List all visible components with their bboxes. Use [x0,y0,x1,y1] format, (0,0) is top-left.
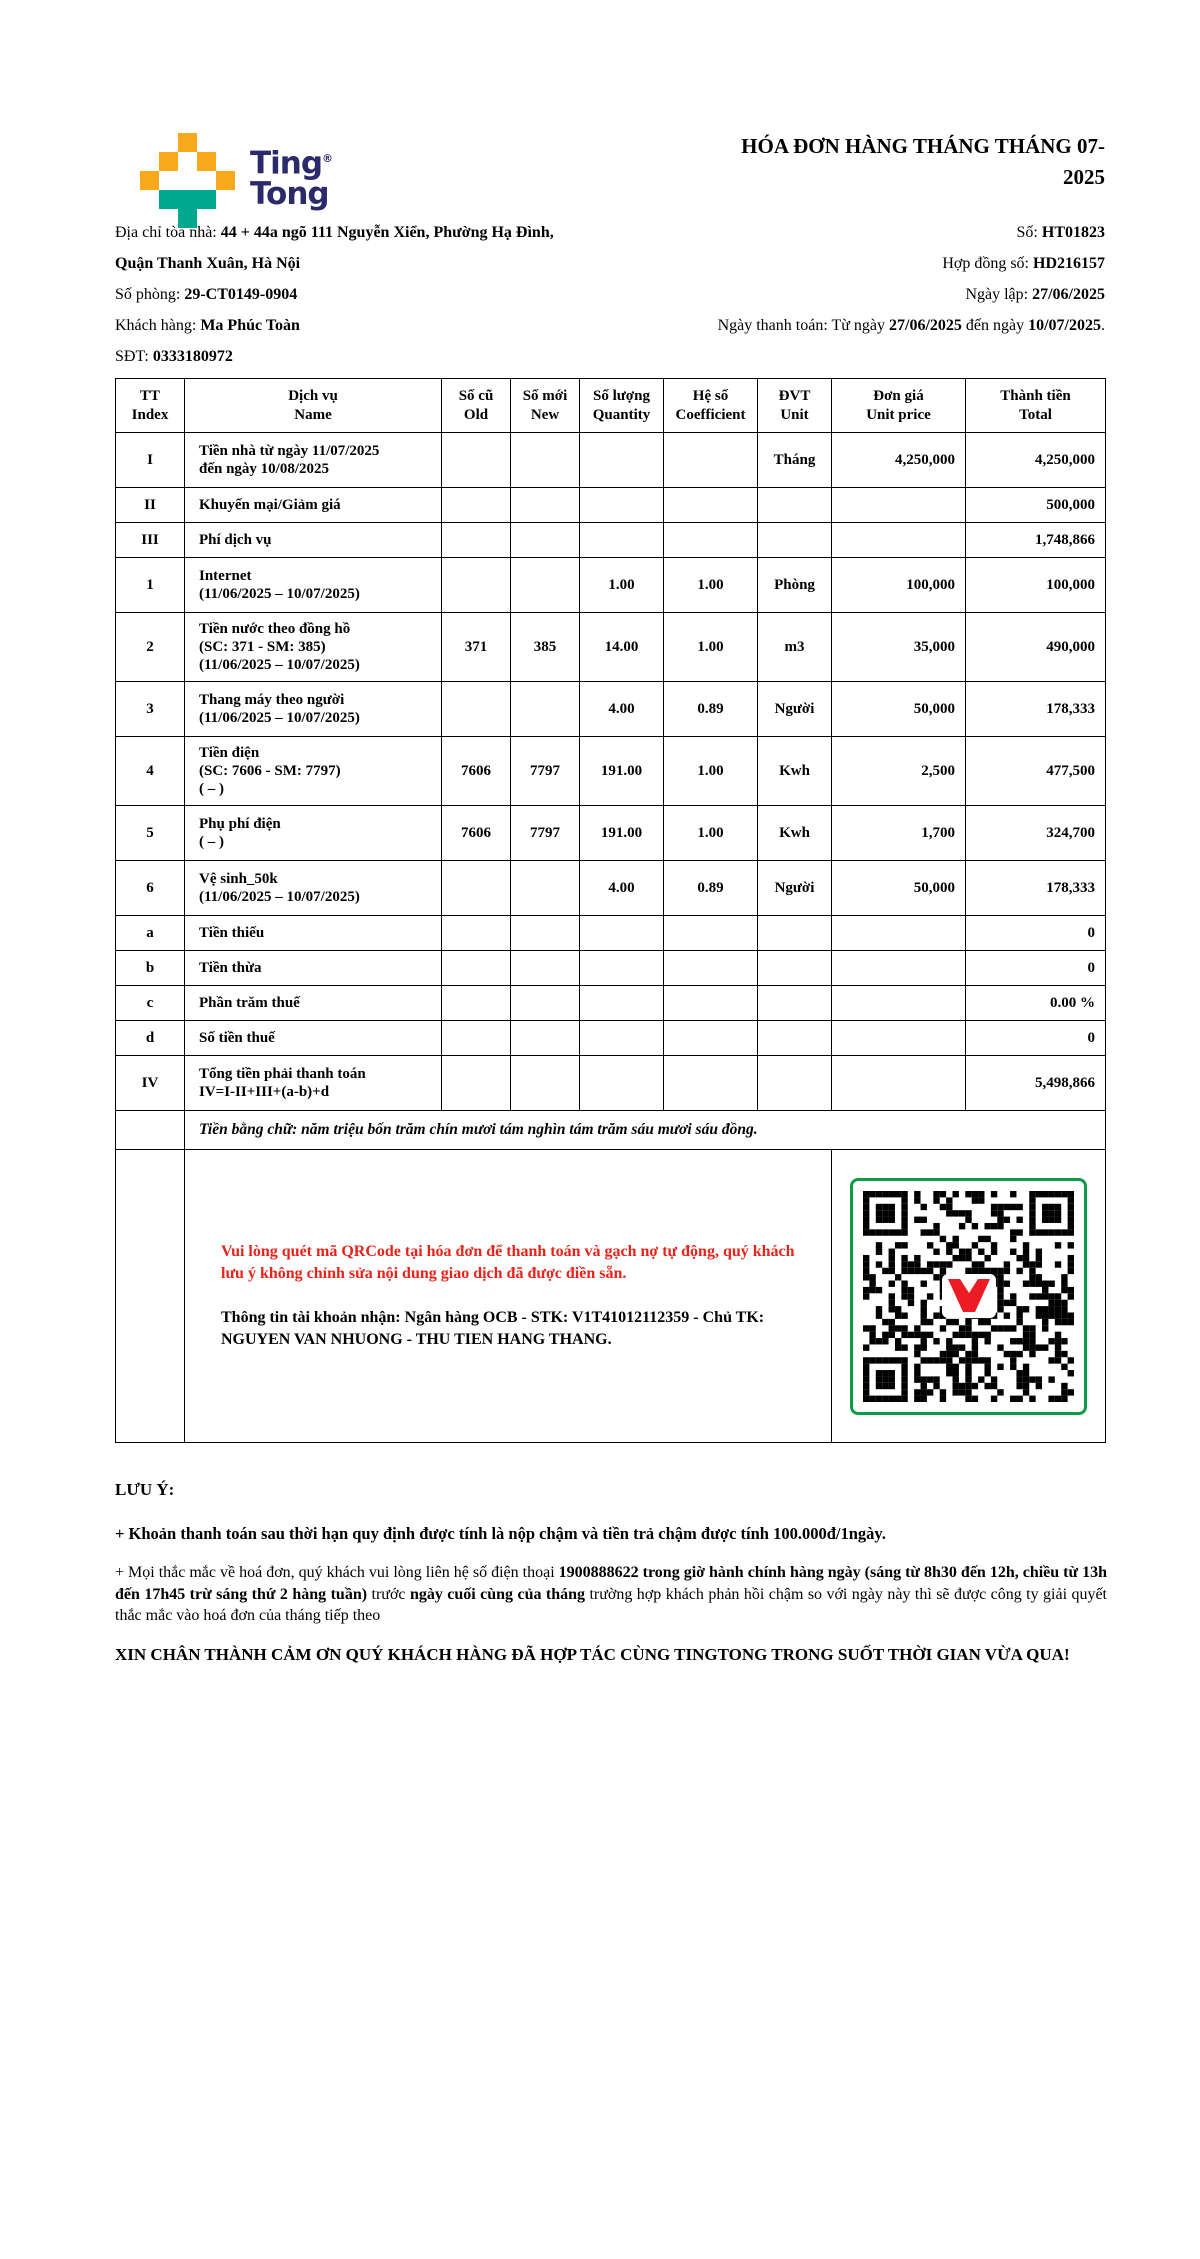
cell-new [511,986,580,1021]
cell-service-name: Phí dịch vụ [185,523,442,558]
cell-old: 7606 [442,737,511,806]
cell-coefficient: 1.00 [664,806,758,861]
cell-new [511,916,580,951]
column-header: Số lượng Quantity [580,379,664,433]
text-segment: NGUYEN VAN NHUONG - THU TIEN HANG THANG [221,1331,608,1348]
cell-unit-price [832,916,966,951]
cell-unit [758,1021,832,1056]
logo-pixel [197,152,216,171]
cell-new [511,951,580,986]
cell-old [442,523,511,558]
cell-quantity: 191.00 [580,806,664,861]
account-info-text [221,1307,817,1351]
cell-coefficient [664,488,758,523]
info-left [115,255,300,286]
cell-unit-price [832,1056,966,1111]
text-segment: đến ngày [961,317,1029,334]
cell-unit [758,916,832,951]
info-line [115,317,1105,348]
text-segment: 10/07/2025 [1028,317,1101,334]
qr-center-logo-icon [942,1274,996,1318]
table-row [116,523,1106,558]
cell-coefficient [664,1056,758,1111]
cell-unit: Kwh [758,737,832,806]
info-line [115,255,1105,286]
cell-total: 178,333 [966,861,1106,916]
info-right [718,317,1105,348]
text-segment: 1900888622 trong giờ hành chính hàng ngày (sáng từ 8h30 đến 12h, chiều từ 13h đến 17h45 trừ sáng thứ 2 hàng tuần) [115,1564,1108,1603]
cell-coefficient: 0.89 [664,861,758,916]
cell-unit [758,986,832,1021]
cell-service-name: Tiền thiếu [185,916,442,951]
cell-total: 0 [966,916,1106,951]
table-row [116,986,1106,1021]
payment-instructions [185,1150,832,1443]
red-v-icon [947,1279,991,1313]
text-segment: V1T41012112359 [571,1309,690,1326]
cell-service-name: Tiền điện (SC: 7606 - SM: 7797) ( – ) [185,737,442,806]
cell-unit: Người [758,861,832,916]
cell-unit [758,951,832,986]
cell-index: 6 [116,861,185,916]
cell-new [511,682,580,737]
cell-index [116,1111,185,1150]
cell-quantity: 191.00 [580,737,664,806]
cell-quantity [580,1021,664,1056]
cell-unit-price: 50,000 [832,861,966,916]
text-segment: trước [367,1585,410,1603]
cell-old [442,682,511,737]
note-hotline [115,1562,1107,1627]
cell-unit-price: 2,500 [832,737,966,806]
cell-service-name: Tiền thừa [185,951,442,986]
text-segment: . [1101,317,1105,334]
table-row [116,737,1106,806]
text-segment: Số phòng: [115,286,185,303]
info-right [1017,224,1105,255]
text-segment: HT01823 [1041,224,1105,241]
cell-unit [758,523,832,558]
cell-total: 477,500 [966,737,1106,806]
cell-new [511,488,580,523]
cell-service-name: Thang máy theo người (11/06/2025 – 10/07/2025) [185,682,442,737]
table-row [116,861,1106,916]
amount-in-words-label: Tiền bằng chữ: [199,1121,302,1138]
cell-index: c [116,986,185,1021]
table-row [116,1056,1106,1111]
cell-index: 3 [116,682,185,737]
logo-word-1: Ting [250,145,323,182]
cell-unit: Tháng [758,433,832,488]
logo-pixel [178,190,197,209]
cell-old [442,1056,511,1111]
cell-unit: Kwh [758,806,832,861]
cell-index: d [116,1021,185,1056]
info-left [115,286,297,317]
cell-index: 4 [116,737,185,806]
cell-service-name: Khuyến mại/Giảm giá [185,488,442,523]
logo-word-2: Tong [250,176,329,213]
qr-code [850,1178,1087,1415]
table-row [116,916,1106,951]
cell-new [511,861,580,916]
cell-quantity [580,1056,664,1111]
text-segment: 0333180972 [152,348,233,365]
cell-total: 5,498,866 [966,1056,1106,1111]
logo-pixel [216,171,235,190]
logo-pixel [159,152,178,171]
cell-unit-price [832,1021,966,1056]
cell-quantity [580,433,664,488]
tingtong-logo [140,133,332,228]
cell-unit [758,488,832,523]
cell-total: 178,333 [966,682,1106,737]
cell-unit-price: 35,000 [832,613,966,682]
cell-index: 2 [116,613,185,682]
text-segment: Ngày lập: [965,286,1033,303]
amount-in-words-value: năm triệu bốn trăm chín mươi tám nghìn tám trăm sáu mươi sáu đồng. [301,1121,758,1138]
cell-unit-price: 50,000 [832,682,966,737]
cell-coefficient [664,951,758,986]
text-segment: 27/06/2025 [1032,286,1105,303]
cell-unit-price: 1,700 [832,806,966,861]
info-line [115,348,1105,379]
cell-total: 100,000 [966,558,1106,613]
cell-service-name: Tổng tiền phải thanh toán IV=I-II+III+(a-b)+d [185,1056,442,1111]
cell-unit-price: 100,000 [832,558,966,613]
cell-total: 0 [966,1021,1106,1056]
qr-row [116,1150,1106,1443]
cell-unit-price [832,986,966,1021]
table-row [116,1021,1106,1056]
text-segment: Số: [1016,224,1042,241]
table-header-row [116,379,1106,433]
cell-new: 385 [511,613,580,682]
cell-new: 7797 [511,806,580,861]
info-left [115,224,554,255]
text-segment: 29-CT0149-0904 [184,286,298,303]
column-header: Đơn giá Unit price [832,379,966,433]
cell-total: 0 [966,951,1106,986]
cell-unit-price [832,488,966,523]
cell-new [511,523,580,558]
cell-quantity: 4.00 [580,682,664,737]
table-row [116,613,1106,682]
cell-coefficient [664,433,758,488]
cell-old [442,1021,511,1056]
cell-service-name: Số tiền thuế [185,1021,442,1056]
text-segment: Khách hàng: [115,317,201,334]
cell-coefficient: 1.00 [664,737,758,806]
cell-new [511,1021,580,1056]
text-segment: + Mọi thắc mắc về hoá đơn, quý khách vui lòng liên hệ số điện thoại [115,1564,559,1581]
cell-new: 7797 [511,737,580,806]
table-row [116,558,1106,613]
info-line [115,286,1105,317]
cell-index [116,1150,185,1443]
page-title: HÓA ĐƠN HÀNG THÁNG THÁNG 07- 2025 [741,134,1105,189]
cell-old [442,488,511,523]
cell-index: II [116,488,185,523]
text-segment: Địa chỉ tòa nhà: [115,224,221,241]
text-segment: ngày cuối cùng của tháng [409,1585,586,1603]
cell-unit: Phòng [758,558,832,613]
invoice-table [115,378,1106,1443]
info-line [115,224,1105,255]
cell-unit-price [832,523,966,558]
cell-index: b [116,951,185,986]
table-row [116,433,1106,488]
text-segment: SĐT: [115,348,153,365]
table-row [116,951,1106,986]
text-segment: Hợp đồng số: [942,255,1033,272]
logo-pixel [178,133,197,152]
cell-new [511,433,580,488]
cell-total: 4,250,000 [966,433,1106,488]
cell-old [442,951,511,986]
cell-service-name: Phần trăm thuế [185,986,442,1021]
cell-old: 7606 [442,806,511,861]
cell-coefficient [664,523,758,558]
cell-index: IV [116,1056,185,1111]
cell-index: I [116,433,185,488]
cell-quantity [580,916,664,951]
column-header: ĐVT Unit [758,379,832,433]
cell-unit: Người [758,682,832,737]
cell-service-name: Vệ sinh_50k (11/06/2025 – 10/07/2025) [185,861,442,916]
cell-unit-price: 4,250,000 [832,433,966,488]
text-segment: trường hợp khách phản hồi chậm so với ngày này thì sẽ được công ty giải quyết thắc mắc vào hoá đơn của tháng tiếp theo [115,1585,1108,1624]
note-late-payment: + Khoản thanh toán sau thời hạn quy định được tính là nộp chậm và tiền trả chậm được tính 100.000đ/1ngày. [115,1524,886,1543]
cell-coefficient [664,1021,758,1056]
qr-code-cell [832,1150,1106,1443]
cell-unit [758,1056,832,1111]
cell-coefficient [664,986,758,1021]
text-segment: . [607,1331,612,1348]
text-segment: 27/06/2025 [889,317,962,334]
tingtong-wordmark [250,133,332,228]
cell-total: 324,700 [966,806,1106,861]
column-header: TT Index [116,379,185,433]
notes-heading: LƯU Ý: [115,1480,175,1499]
cell-total: 500,000 [966,488,1106,523]
cell-quantity [580,523,664,558]
cell-coefficient: 1.00 [664,558,758,613]
cell-unit: m3 [758,613,832,682]
registered-mark: ® [322,152,333,165]
cell-index: 5 [116,806,185,861]
cell-quantity [580,986,664,1021]
info-left [115,317,300,348]
cell-service-name: Tiền nước theo đồng hồ (SC: 371 - SM: 385) (11/06/2025 – 10/07/2025) [185,613,442,682]
cell-index: a [116,916,185,951]
column-header: Hệ số Coefficient [664,379,758,433]
text-segment: Ma Phúc Toàn [200,317,300,334]
footer-notes [115,1480,1107,1666]
qr-notice-text: Vui lòng quét mã QRCode tại hóa đơn để thanh toán và gạch nợ tự động, quý khách lưu ý không chỉnh sửa nội dung giao dịch đã được điền sẵn. [221,1243,795,1282]
invoice-info-block [115,224,1105,379]
cell-index: 1 [116,558,185,613]
text-segment: - Chủ TK: [689,1309,765,1326]
table-row [116,682,1106,737]
cell-coefficient [664,916,758,951]
info-right [942,255,1105,286]
table-row [116,488,1106,523]
text-segment: Ngày thanh toán: Từ ngày [717,317,890,334]
cell-old [442,916,511,951]
amount-in-words [185,1111,1106,1150]
thank-you-message: XIN CHÂN THÀNH CẢM ƠN QUÝ KHÁCH HÀNG ĐÃ HỢP TÁC CÙNG TINGTONG TRONG SUỐT THỜI GIAN VỪA QUA! [115,1644,1070,1664]
logo-pixel [197,190,216,209]
cell-unit-price [832,951,966,986]
cell-quantity: 14.00 [580,613,664,682]
cell-old [442,986,511,1021]
column-header: Dịch vụ Name [185,379,442,433]
text-segment: Quận Thanh Xuân, Hà Nội [115,255,301,272]
info-right [965,286,1105,317]
cell-old: 371 [442,613,511,682]
text-segment: Thông tin tài khoản nhận: Ngân hàng OCB - STK: [221,1309,572,1326]
cell-total: 490,000 [966,613,1106,682]
cell-service-name: Phụ phí điện ( – ) [185,806,442,861]
cell-coefficient: 0.89 [664,682,758,737]
cell-old [442,433,511,488]
table-row [116,806,1106,861]
text-segment: 44 + 44a ngõ 111 Nguyễn Xiển, Phường Hạ Đình, [220,224,554,241]
info-left [115,348,233,379]
cell-service-name: Internet (11/06/2025 – 10/07/2025) [185,558,442,613]
logo-pixel [140,171,159,190]
text-segment: HD216157 [1033,255,1105,272]
cell-quantity: 4.00 [580,861,664,916]
cell-quantity: 1.00 [580,558,664,613]
cell-old [442,861,511,916]
cell-total: 1,748,866 [966,523,1106,558]
logo-pixel [159,190,178,209]
cell-index: III [116,523,185,558]
column-header: Số mới New [511,379,580,433]
column-header: Số cũ Old [442,379,511,433]
column-header: Thành tiền Total [966,379,1106,433]
cell-quantity [580,951,664,986]
tingtong-tree-icon [140,133,235,228]
cell-new [511,1056,580,1111]
cell-quantity [580,488,664,523]
amount-in-words-row [116,1111,1106,1150]
cell-service-name: Tiền nhà từ ngày 11/07/2025 đến ngày 10/08/2025 [185,433,442,488]
cell-new [511,558,580,613]
cell-old [442,558,511,613]
cell-coefficient: 1.00 [664,613,758,682]
cell-total: 0.00 % [966,986,1106,1021]
